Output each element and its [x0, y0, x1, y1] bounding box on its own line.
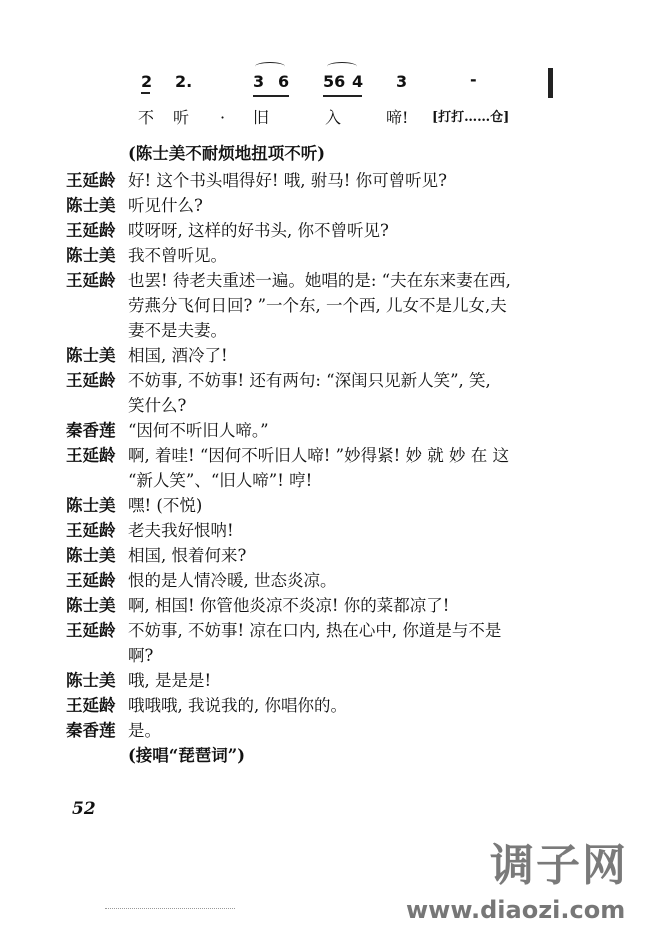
watermark-url: www.diaozi.com [406, 896, 626, 924]
dialogue-text [128, 418, 558, 443]
text-line: 哦哦哦, 我说我的, 你唱你的。 [128, 696, 347, 715]
text-line: 也罢! 待老夫重述一遍。她唱的是: “夫在东来妻在西, [128, 271, 511, 290]
dialogue-text [128, 618, 558, 668]
percussion-cue: [打打……仓] [432, 110, 510, 125]
text-line: “因何不听旧人啼。” [128, 421, 269, 440]
speaker-name: 陈士美 [66, 596, 116, 615]
note: 56 [323, 72, 346, 91]
scan-artifact [105, 908, 235, 909]
speaker-name: 陈士美 [66, 496, 116, 515]
lyric: 听 [173, 108, 190, 127]
speaker-name: 陈士美 [66, 546, 116, 565]
speaker-name: 王延龄 [66, 171, 116, 190]
text-line: 不妨事, 不妨事! 还有两句: “深闺只见新人笑”, 笑, [128, 371, 491, 390]
dialogue-text [128, 493, 558, 518]
dialogue-text [128, 593, 558, 618]
page-number: 52 [72, 799, 96, 819]
note: - [470, 70, 477, 89]
text-line: 啊? [128, 646, 154, 665]
speaker-name: 王延龄 [66, 371, 116, 390]
lyric: 不 [138, 108, 155, 127]
text-line: 啊, 相国! 你管他炎凉不炎凉! 你的菜都凉了! [128, 596, 450, 615]
note: 3 [253, 72, 265, 91]
dialogue-text [128, 368, 558, 418]
speaker-name: 陈士美 [66, 671, 116, 690]
text-line: 是。 [128, 721, 161, 740]
dialogue-text [128, 443, 558, 493]
lyric: 旧 [253, 108, 270, 127]
speaker-name: 陈士美 [66, 196, 116, 215]
note: 2 [141, 72, 153, 91]
text-line: 我不曾听见。 [128, 246, 227, 265]
speaker-name: 秦香莲 [66, 421, 116, 440]
speaker-name: 王延龄 [66, 271, 116, 290]
dialogue-text [128, 168, 558, 193]
text-line: “新人笑”、“旧人啼”! 哼! [128, 471, 313, 490]
text-line: 相国, 酒冷了! [128, 346, 228, 365]
speaker-name: 陈士美 [66, 246, 116, 265]
dialogue-text [128, 718, 558, 743]
text-line: 听见什么? [128, 196, 203, 215]
text-line: 好! 这个书头唱得好! 哦, 驸马! 你可曾听见? [128, 171, 447, 190]
text-line: 哎呀呀, 这样的好书头, 你不曾听见? [128, 221, 389, 240]
text-line: 笑什么? [128, 396, 187, 415]
text-line: 哦, 是是是! [128, 671, 212, 690]
text-line: 不妨事, 不妨事! 凉在口内, 热在心中, 你道是与不是 [128, 621, 502, 640]
speaker-name: 王延龄 [66, 571, 116, 590]
lyric: · [220, 108, 226, 127]
dialogue-text [128, 568, 558, 593]
text-line: 妻不是夫妻。 [128, 321, 227, 340]
speaker-name: 王延龄 [66, 696, 116, 715]
speaker-name: 王延龄 [66, 621, 116, 640]
dialogue-text [128, 218, 558, 243]
lyric: 入 [325, 108, 342, 127]
stage-direction: (接唱“琵琶词”) [128, 746, 246, 765]
speaker-name: 王延龄 [66, 446, 116, 465]
end-barline [548, 68, 553, 98]
stage-direction: (陈士美不耐烦地扭项不听) [128, 144, 326, 163]
note: 4 [352, 72, 364, 91]
text-line: 老夫我好恨呐! [128, 521, 234, 540]
watermark-title: 调子网 [490, 840, 628, 891]
text-line: 嘿! (不悦) [128, 496, 203, 515]
lyric: 啼! [386, 108, 409, 127]
text-line: 恨的是人情冷暖, 世态炎凉。 [128, 571, 337, 590]
dialogue-text [128, 243, 558, 268]
note: 3 [396, 72, 408, 91]
speaker-name: 王延龄 [66, 221, 116, 240]
note: 2. [175, 72, 193, 91]
dialogue-text [128, 343, 558, 368]
text-line: 相国, 恨着何来? [128, 546, 247, 565]
text-line: 啊, 着哇! “因何不听旧人啼! ”妙得紧! 妙 就 妙 在 这 [128, 446, 509, 465]
dialogue-text [128, 693, 558, 718]
text-line: 劳燕分飞何日回? ”一个东, 一个西, 儿女不是儿女,夫 [128, 296, 507, 315]
speaker-name: 王延龄 [66, 521, 116, 540]
dialogue-text [128, 268, 558, 343]
dialogue-text [128, 518, 558, 543]
speaker-name: 秦香莲 [66, 721, 116, 740]
dialogue-text [128, 193, 558, 218]
speaker-name: 陈士美 [66, 346, 116, 365]
dialogue-text [128, 668, 558, 693]
dialogue-text [128, 543, 558, 568]
note: 6 [278, 72, 290, 91]
